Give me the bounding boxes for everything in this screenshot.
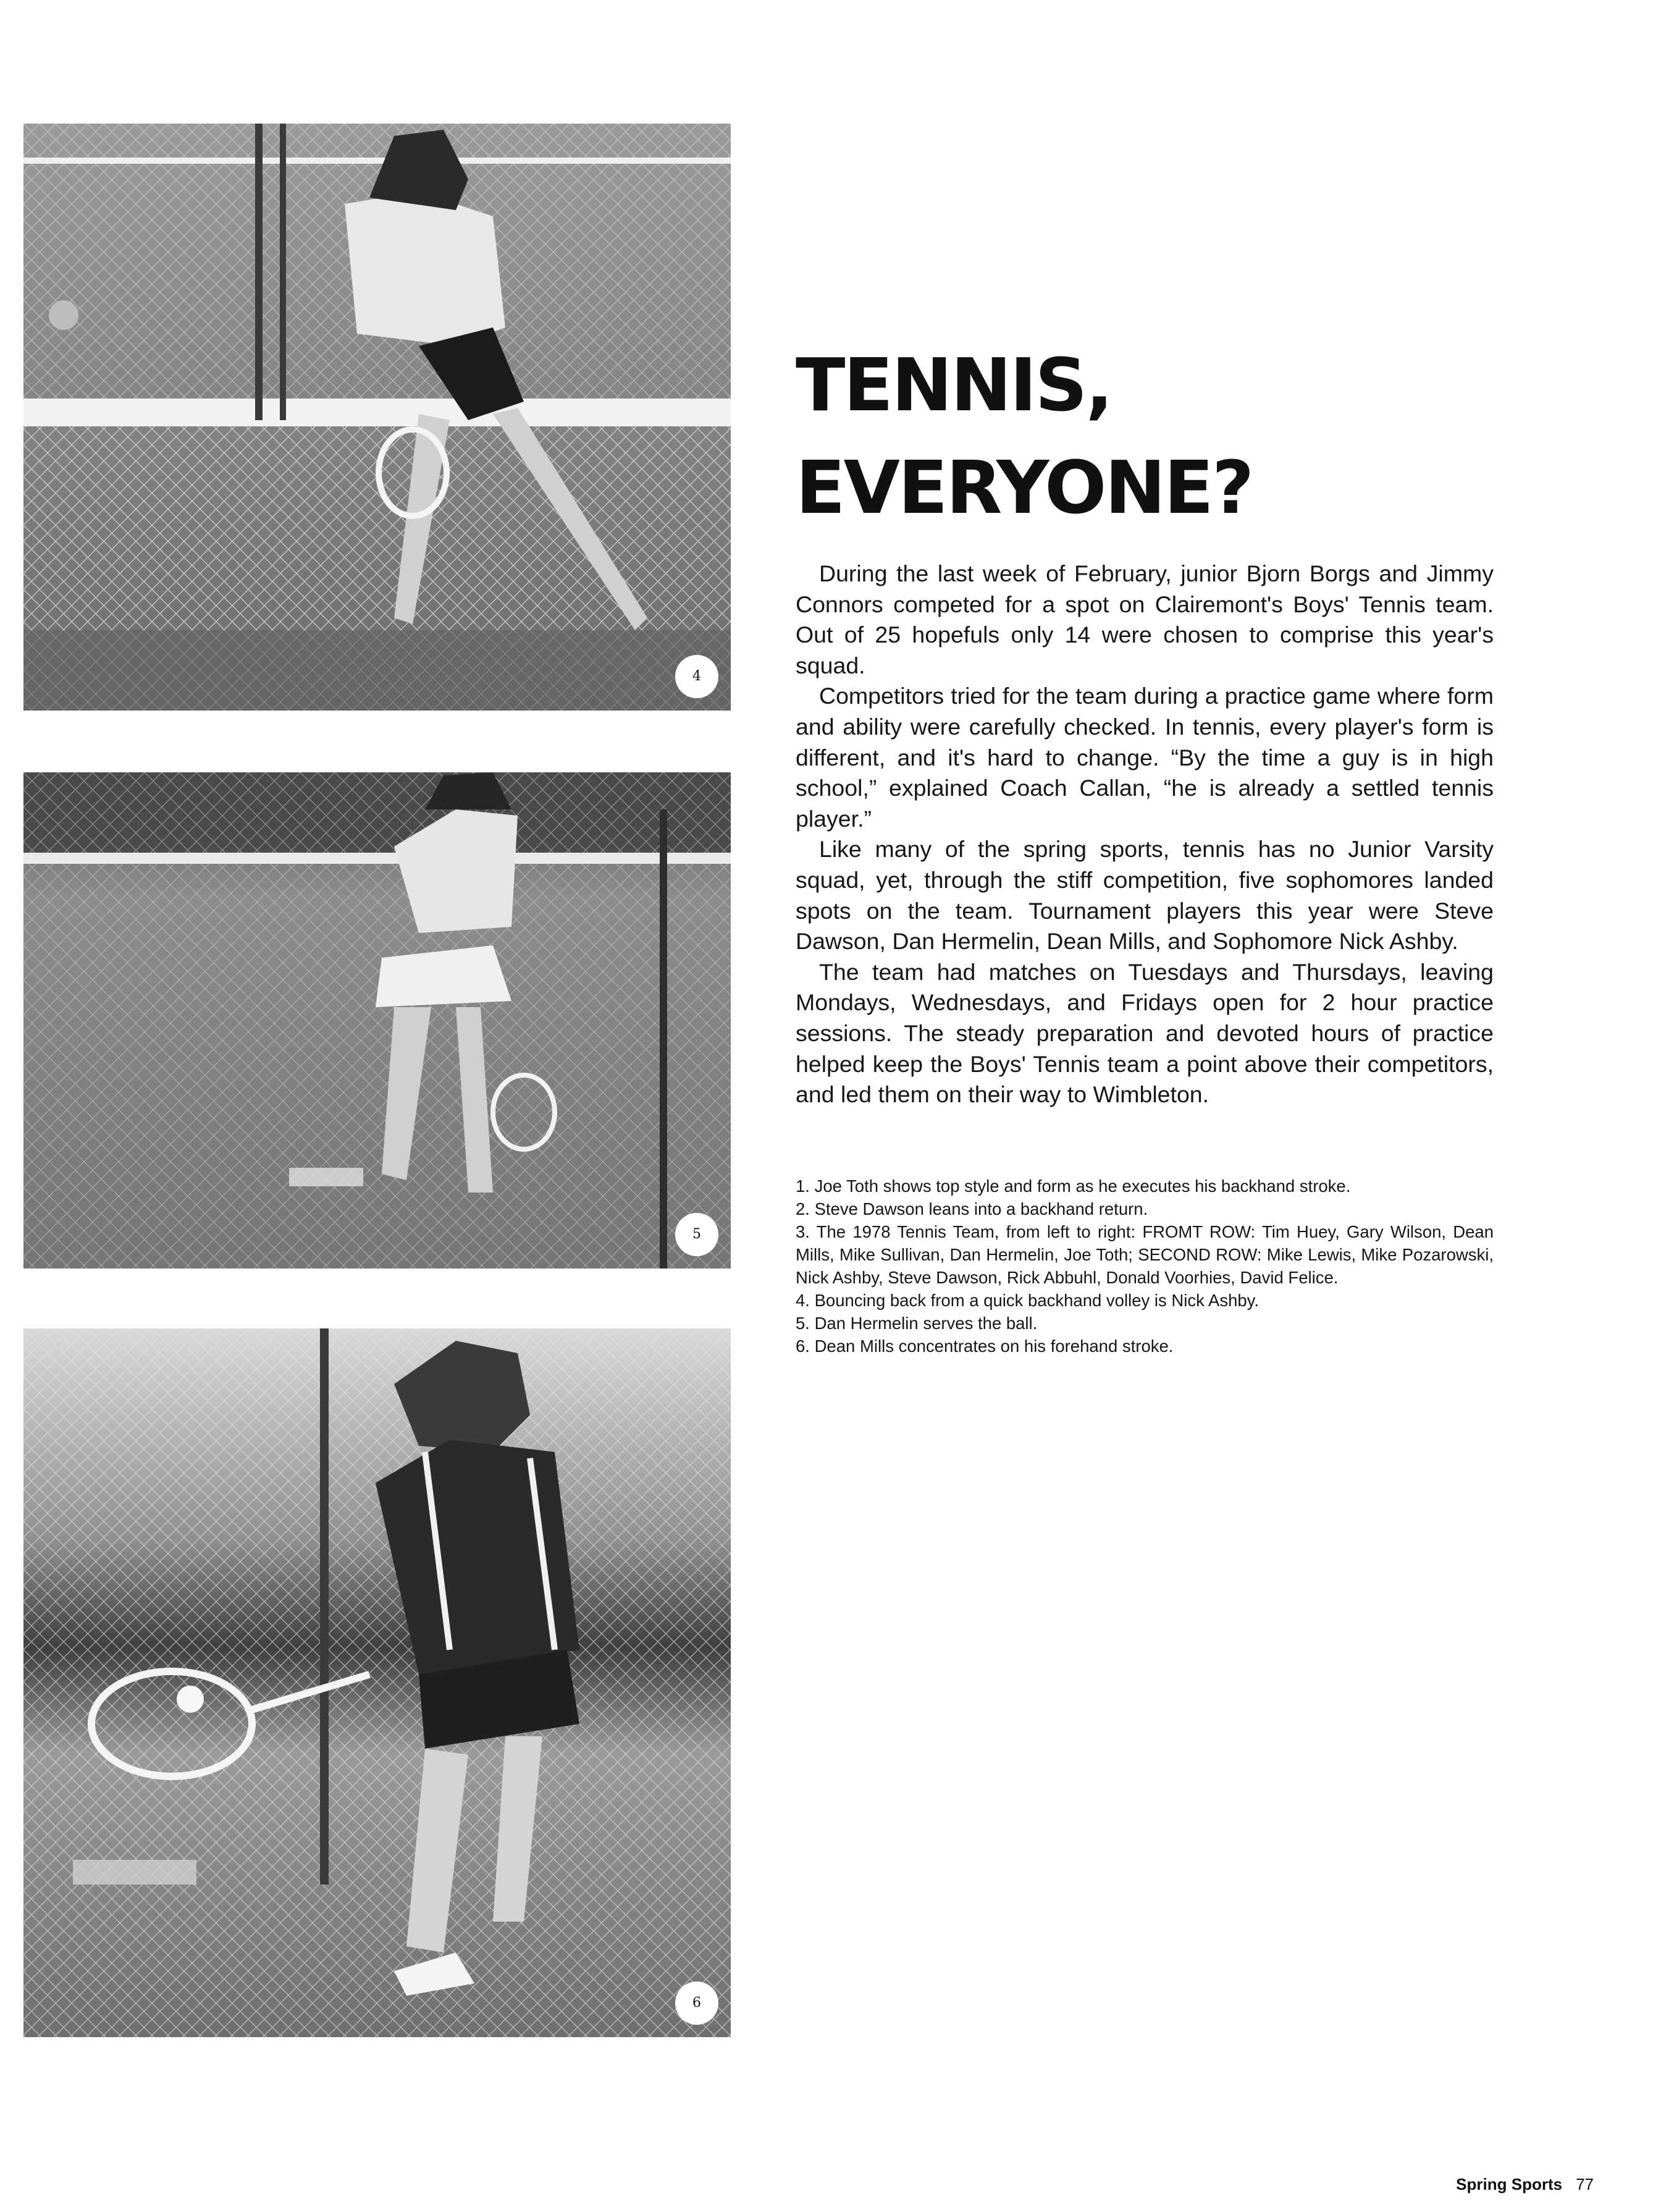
photo-5-image xyxy=(23,772,731,1269)
title-line-1: TENNIS, xyxy=(796,342,1112,428)
title-line-2: EVERYONE? xyxy=(796,445,1253,530)
photo-6-image xyxy=(23,1328,731,2037)
article-paragraph: Like many of the spring sports, tennis has no Junior Varsity squad, yet, through the stiff competition, five sophomores landed spots on the team. Tournament players this year were Steve Dawson, Dan Hermelin, Dean Mills, and Sophomore Nick Ashby. xyxy=(796,836,1494,955)
caption-item: 5. Dan Hermelin serves the ball. xyxy=(796,1314,1038,1333)
photo-number-badge: 6 xyxy=(675,1982,718,2025)
photo-5-serve xyxy=(23,772,731,1269)
caption-item: 1. Joe Toth shows top style and form as he executes his backhand stroke. xyxy=(796,1176,1351,1196)
photo-6-forehand xyxy=(23,1328,731,2037)
footer-section-title: Spring Sports xyxy=(1456,2175,1563,2193)
caption-item: 2. Steve Dawson leans into a backhand return. xyxy=(796,1199,1148,1218)
photo-captions xyxy=(796,1175,1494,1357)
caption-item: 4. Bouncing back from a quick backhand volley is Nick Ashby. xyxy=(796,1291,1260,1310)
article-paragraph: Competitors tried for the team during a practice game where form and ability were carefully checked. In tennis, every player's form is different, and it's hard to change. “By the time a guy is in high school,” explained Coach Callan, “he is already a settled tennis player.” xyxy=(796,683,1494,832)
photo-4-image xyxy=(23,124,731,711)
photo-number-badge: 4 xyxy=(675,655,718,698)
article-body xyxy=(796,559,1494,1110)
page-footer xyxy=(1421,2175,1594,2194)
page-number: 77 xyxy=(1576,2175,1594,2193)
page-title xyxy=(796,334,1537,539)
article-paragraph: The team had matches on Tuesdays and Thursdays, leaving Mondays, Wednesdays, and Fridays open for 2 hour practice sessions. The steady preparation and devoted hours of practice helped keep the Boys' Tennis team a point above their competitors, and led them on their way to Wimbleton. xyxy=(796,958,1494,1108)
photo-4-backhand-volley xyxy=(23,124,731,711)
caption-item: 6. Dean Mills concentrates on his forehand stroke. xyxy=(796,1336,1174,1356)
photo-number-badge: 5 xyxy=(675,1213,718,1256)
article-paragraph: During the last week of February, junior Bjorn Borgs and Jimmy Connors competed for a spot on Clairemont's Boys' Tennis team. Out of 25 hopefuls only 14 were chosen to comprise this year's squad. xyxy=(796,560,1494,678)
caption-item: 3. The 1978 Tennis Team, from left to right: FROMT ROW: Tim Huey, Gary Wilson, Dean Mills, Mike Sullivan, Dan Hermelin, Joe Toth; SECOND ROW: Mike Lewis, Mike Pozarowski, Nick Ashby, Steve Dawson, Rick Abbuhl, Donald Voorhies, David Felice. xyxy=(796,1222,1494,1287)
